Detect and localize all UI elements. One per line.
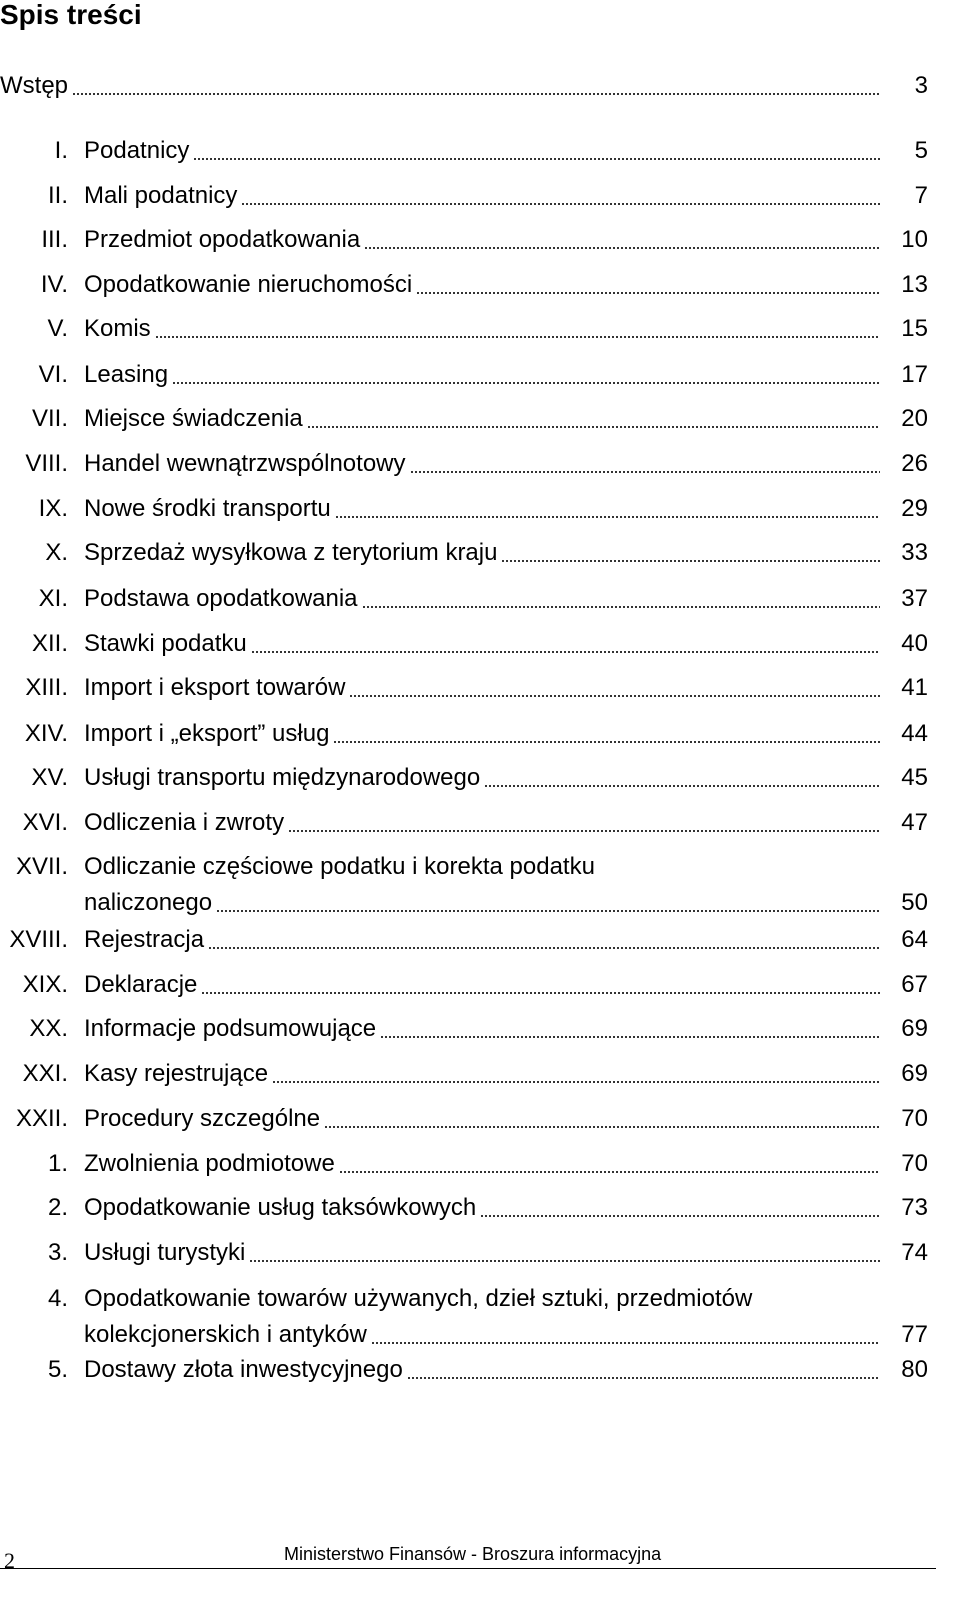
toc-entry-number: XI.: [38, 585, 68, 612]
toc-entry-number: XVI.: [22, 809, 68, 836]
toc-entry-number: XXII.: [15, 1105, 68, 1132]
toc-entry-page: 69: [901, 1015, 928, 1042]
toc-entry-page: 40: [901, 630, 928, 657]
dot-leader: [216, 910, 880, 912]
toc-entry-page: 45: [901, 764, 928, 791]
toc-entry-label: Przedmiot opodatkowania: [84, 226, 361, 253]
toc-entry-label: Deklaracje: [84, 971, 198, 998]
toc-entry-label: Odliczanie częściowe podatku i korekta podatku: [84, 853, 595, 880]
toc-entry-number: 5.: [47, 1356, 68, 1383]
toc-entry-page: 17: [901, 361, 928, 388]
toc-entry-label: Nowe środki transportu: [84, 495, 331, 522]
dot-leader: [333, 741, 880, 743]
toc-entry-label: Kasy rejestrujące: [84, 1060, 269, 1087]
toc-entry-label: Procedury szczególne: [84, 1105, 321, 1132]
dot-leader: [201, 992, 880, 994]
toc-entry-label: Opodatkowanie usług taksówkowych: [84, 1194, 477, 1221]
toc-entry-number: 2.: [47, 1194, 68, 1221]
dot-leader: [416, 292, 880, 294]
toc-entry-label: Import i „eksport” usług: [84, 720, 330, 747]
toc-entry-page: 64: [901, 926, 928, 953]
toc-entry-page: 70: [901, 1150, 928, 1177]
toc-entry-label-continued: kolekcjonerskich i antyków: [84, 1321, 367, 1348]
toc-entry-number: XIV.: [24, 720, 68, 747]
dot-leader: [484, 785, 880, 787]
toc-entry-number: XX.: [29, 1015, 68, 1042]
toc-entry-label: Stawki podatku: [84, 630, 247, 657]
toc-entry-number: XIX.: [22, 971, 68, 998]
toc-entry-page: 10: [901, 226, 928, 253]
toc-entry-page: 47: [901, 809, 928, 836]
toc-entry-page: 77: [901, 1321, 928, 1348]
page-title: Spis treści: [0, 0, 142, 30]
toc-entry-page: 5: [914, 137, 928, 164]
toc-entry-number: III.: [41, 226, 68, 253]
toc-entry-label: Informacje podsumowujące: [84, 1015, 377, 1042]
dot-leader: [208, 947, 880, 949]
toc-entry-number: I.: [54, 137, 68, 164]
toc-entry-label: Opodatkowanie nieruchomości: [84, 271, 413, 298]
toc-entry-number: 3.: [47, 1239, 68, 1266]
dot-leader: [407, 1377, 880, 1379]
toc-entry-page: 37: [901, 585, 928, 612]
toc-entry-page: 44: [901, 720, 928, 747]
toc-entry-label: Handel wewnątrzwspólnotowy: [84, 450, 406, 477]
dot-leader: [272, 1081, 880, 1083]
toc-entry-label: Odliczenia i zwroty: [84, 809, 285, 836]
toc-entry-page: 50: [901, 889, 928, 916]
dot-leader: [480, 1215, 880, 1217]
toc-entry-page: 7: [914, 182, 928, 209]
toc-entry-page: 67: [901, 971, 928, 998]
toc-entry-page: 70: [901, 1105, 928, 1132]
toc-entry-number: IV.: [40, 271, 68, 298]
footer-rule: [0, 1568, 936, 1569]
dot-leader: [251, 651, 880, 653]
toc-entry-number: XVII.: [15, 853, 68, 880]
toc-entry-number: VII.: [31, 405, 68, 432]
toc-entry-number: XVIII.: [9, 926, 68, 953]
toc-entry-number: XIII.: [25, 674, 68, 701]
toc-entry-label: Podstawa opodatkowania: [84, 585, 358, 612]
dot-leader: [364, 247, 880, 249]
dot-leader: [241, 203, 880, 205]
toc-entry-number: IX.: [38, 495, 68, 522]
toc-entry-label: Zwolnienia podmiotowe: [84, 1150, 335, 1177]
dot-leader: [324, 1126, 880, 1128]
toc-entry-number: X.: [45, 539, 68, 566]
dot-leader: [349, 695, 880, 697]
toc-entry-page: 15: [901, 315, 928, 342]
dot-leader: [335, 516, 880, 518]
toc-entry-label: Rejestracja: [84, 926, 205, 953]
dot-leader: [410, 471, 880, 473]
toc-entry-number: 1.: [47, 1150, 68, 1177]
dot-leader: [172, 382, 880, 384]
toc-entry-page: 3: [914, 72, 928, 99]
toc-entry-label: Opodatkowanie towarów używanych, dzieł sztuki, przedmiotów: [84, 1285, 753, 1312]
toc-entry-label: Usługi transportu międzynarodowego: [84, 764, 481, 791]
dot-leader: [249, 1260, 880, 1262]
dot-leader: [501, 560, 880, 562]
toc-entry-label: Import i eksport towarów: [84, 674, 346, 701]
dot-leader: [155, 336, 880, 338]
dot-leader: [307, 426, 880, 428]
toc-entry-label: Sprzedaż wysyłkowa z terytorium kraju: [84, 539, 498, 566]
footer-publisher: Ministerstwo Finansów - Broszura informacyjna: [284, 1544, 662, 1564]
toc-entry-number: 4.: [47, 1285, 68, 1312]
dot-leader: [193, 158, 880, 160]
toc-entry-page: 41: [901, 674, 928, 701]
toc-entry-number: II.: [47, 182, 68, 209]
toc-entry-label: Usługi turystyki: [84, 1239, 246, 1266]
toc-entry-label: Wstęp: [0, 72, 69, 99]
toc-entry-label-continued: naliczonego: [84, 889, 213, 916]
toc-entry-number: VIII.: [25, 450, 68, 477]
dot-leader: [339, 1171, 880, 1173]
toc-entry-number: V.: [47, 315, 68, 342]
toc-entry-page: 26: [901, 450, 928, 477]
toc-entry-page: 29: [901, 495, 928, 522]
footer-page-number: 2: [4, 1548, 15, 1573]
toc-entry-label: Miejsce świadczenia: [84, 405, 303, 432]
toc-entry-page: 13: [901, 271, 928, 298]
toc-entry-page: 74: [901, 1239, 928, 1266]
toc-entry-label: Mali podatnicy: [84, 182, 238, 209]
toc-entry-number: VI.: [38, 361, 68, 388]
toc-entry-label: Komis: [84, 315, 151, 342]
dot-leader: [288, 830, 880, 832]
toc-entry-page: 80: [901, 1356, 928, 1383]
toc-entry-page: 69: [901, 1060, 928, 1087]
toc-entry-number: XV.: [31, 764, 68, 791]
toc-entry-number: XXI.: [22, 1060, 68, 1087]
toc-entry-label: Leasing: [84, 361, 169, 388]
toc-entry-page: 33: [901, 539, 928, 566]
toc-entry-page: 20: [901, 405, 928, 432]
toc-entry-label: Dostawy złota inwestycyjnego: [84, 1356, 403, 1383]
toc-entry-number: XII.: [31, 630, 68, 657]
toc-entry-page: 73: [901, 1194, 928, 1221]
dot-leader: [380, 1036, 880, 1038]
dot-leader: [72, 93, 880, 95]
dot-leader: [371, 1342, 880, 1344]
toc-entry-label: Podatnicy: [84, 137, 190, 164]
dot-leader: [362, 606, 880, 608]
